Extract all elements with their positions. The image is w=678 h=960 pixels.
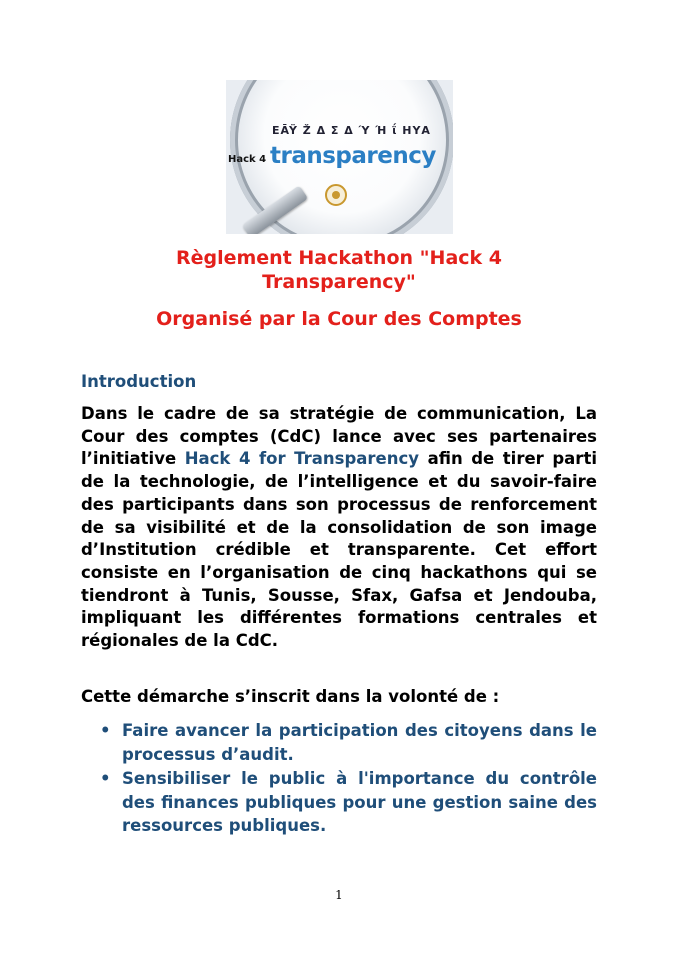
banner-hack4-label: Hack 4: [228, 154, 267, 165]
section-heading-introduction: Introduction: [81, 372, 197, 391]
hack4transparency-banner-image: [226, 80, 453, 234]
list-item: [100, 719, 597, 766]
banner-glyph-text: EĀŸ Ž Δ Σ Δ Ύ Ή ΐ ΗΥΑ: [272, 124, 431, 137]
list-item-text: Sensibiliser le public à l'importance du contrôle des finances publiques pour une gestion saine des ressources publiques.: [122, 769, 597, 835]
cour-des-comptes-seal-icon: [325, 184, 347, 206]
list-item-text: Faire avancer la participation des citoyens dans le processus d’audit.: [122, 721, 597, 764]
bullet-icon: •: [100, 769, 111, 788]
objectives-lead-paragraph: Cette démarche s’inscrit dans la volonté de :: [81, 687, 500, 706]
banner-transparency-word: transparency: [270, 143, 436, 169]
objectives-list: [100, 719, 597, 839]
initiative-name: Hack 4 for Transparency: [184, 449, 420, 469]
page-number: 1: [335, 888, 343, 902]
intro-paragraph: [81, 403, 597, 653]
document-subtitle: Organisé par la Cour des Comptes: [156, 308, 522, 330]
document-title: Règlement Hackathon "Hack 4 Transparency": [175, 247, 503, 293]
bullet-icon: •: [100, 721, 111, 740]
intro-text-start: Dans le cadre de sa stratégie de communication, La Cour des comptes (CdC) lance avec ses partenaires l’initiative: [81, 404, 597, 469]
list-item: [100, 767, 597, 838]
intro-text-end: afin de tirer parti de la technologie, de l’intelligence et du savoir-faire des participants dans son processus de renforcement de sa visibilité et de la consolidation de son image d’Institution crédible et transparente. Cet effort consiste en l’organisation de cinq hackathons qui se tiendront à Tunis, Sousse, Sfax, Gafsa et Jendouba, impliquant les différentes formations centrales et régionales de la CdC.: [81, 449, 597, 651]
